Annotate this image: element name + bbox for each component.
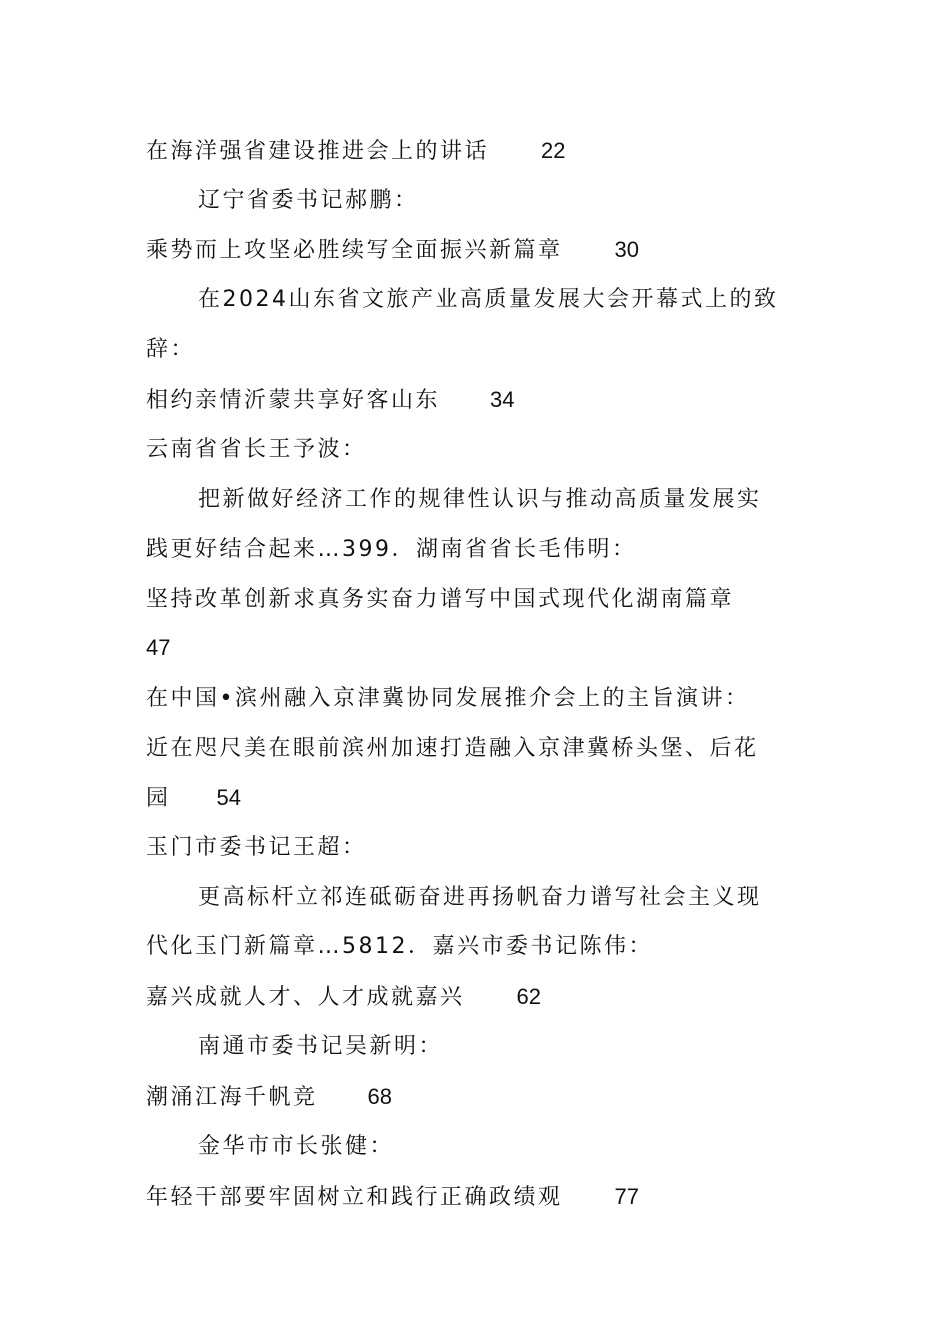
entry-title: 更高标杆立祁连砥砺奋进再扬帆奋力谱写社会主义现 [198, 885, 762, 910]
page-number: 54 [216, 785, 241, 810]
page-number: 77 [614, 1184, 639, 1209]
page-number: 34 [490, 387, 515, 412]
toc-line [146, 1082, 392, 1113]
toc-line [146, 684, 749, 714]
entry-title: 年轻干部要牢固树立和践行正确政绩观 [146, 1185, 563, 1210]
entry-speaker: 辽宁省委书记郝鹏： [198, 188, 419, 213]
toc-line [146, 982, 541, 1013]
toc-line [146, 833, 367, 863]
entry-title: 坚持改革创新求真务实奋力谱写中国式现代化湖南篇章 [146, 587, 735, 612]
toc-line [146, 932, 653, 962]
page-number: 30 [614, 237, 639, 262]
entry-title: 在中国•滨州融入京津冀协同发展推介会上的主旨演讲： [146, 686, 750, 711]
entry-title: 在2024山东省文旅产业高质量发展大会开幕式上的致 [198, 287, 779, 312]
toc-line [146, 783, 241, 814]
entry-title: 嘉兴成就人才、人才成就嘉兴 [146, 985, 465, 1010]
toc-line [146, 734, 759, 764]
entry-title: 园 [146, 786, 171, 811]
toc-line [198, 186, 419, 216]
toc-line [146, 235, 639, 266]
toc-line [198, 285, 779, 315]
toc-line [198, 883, 762, 913]
entry-title: 践更好结合起来…399．湖南省省长毛伟明： [146, 537, 637, 562]
page-number: 22 [541, 138, 566, 163]
toc-line [146, 633, 170, 664]
entry-speaker: 云南省省长王予波： [146, 437, 367, 462]
toc-line [146, 585, 734, 615]
toc-line [146, 136, 566, 167]
entry-title: 近在咫尺美在眼前滨州加速打造融入京津冀桥头堡、后花 [146, 736, 759, 761]
entry-title: 代化玉门新篇章…5812．嘉兴市委书记陈伟： [146, 934, 653, 959]
toc-line [146, 435, 367, 465]
entry-speaker: 南通市委书记吴新明： [198, 1034, 444, 1059]
entry-title: 把新做好经济工作的规律性认识与推动高质量发展实 [198, 487, 762, 512]
entry-speaker: 金华市市长张健： [198, 1134, 395, 1159]
page-number: 62 [516, 984, 541, 1009]
entry-title: 乘势而上攻坚必胜续写全面振兴新篇章 [146, 238, 563, 263]
toc-line [198, 485, 762, 515]
entry-title: 相约亲情沂蒙共享好客山东 [146, 388, 441, 413]
page-number: 47 [146, 635, 171, 660]
toc-line [146, 385, 515, 416]
entry-title: 辞： [146, 337, 196, 362]
toc-line [198, 1032, 443, 1062]
entry-title: 在海洋强省建设推进会上的讲话 [146, 139, 490, 164]
toc-line [146, 1182, 639, 1213]
entry-title: 潮涌江海千帆竞 [146, 1085, 318, 1110]
toc-line [146, 335, 195, 365]
page-number: 68 [367, 1084, 392, 1109]
entry-speaker: 玉门市委书记王超： [146, 835, 367, 860]
toc-line [146, 535, 637, 565]
toc-line [198, 1132, 394, 1162]
